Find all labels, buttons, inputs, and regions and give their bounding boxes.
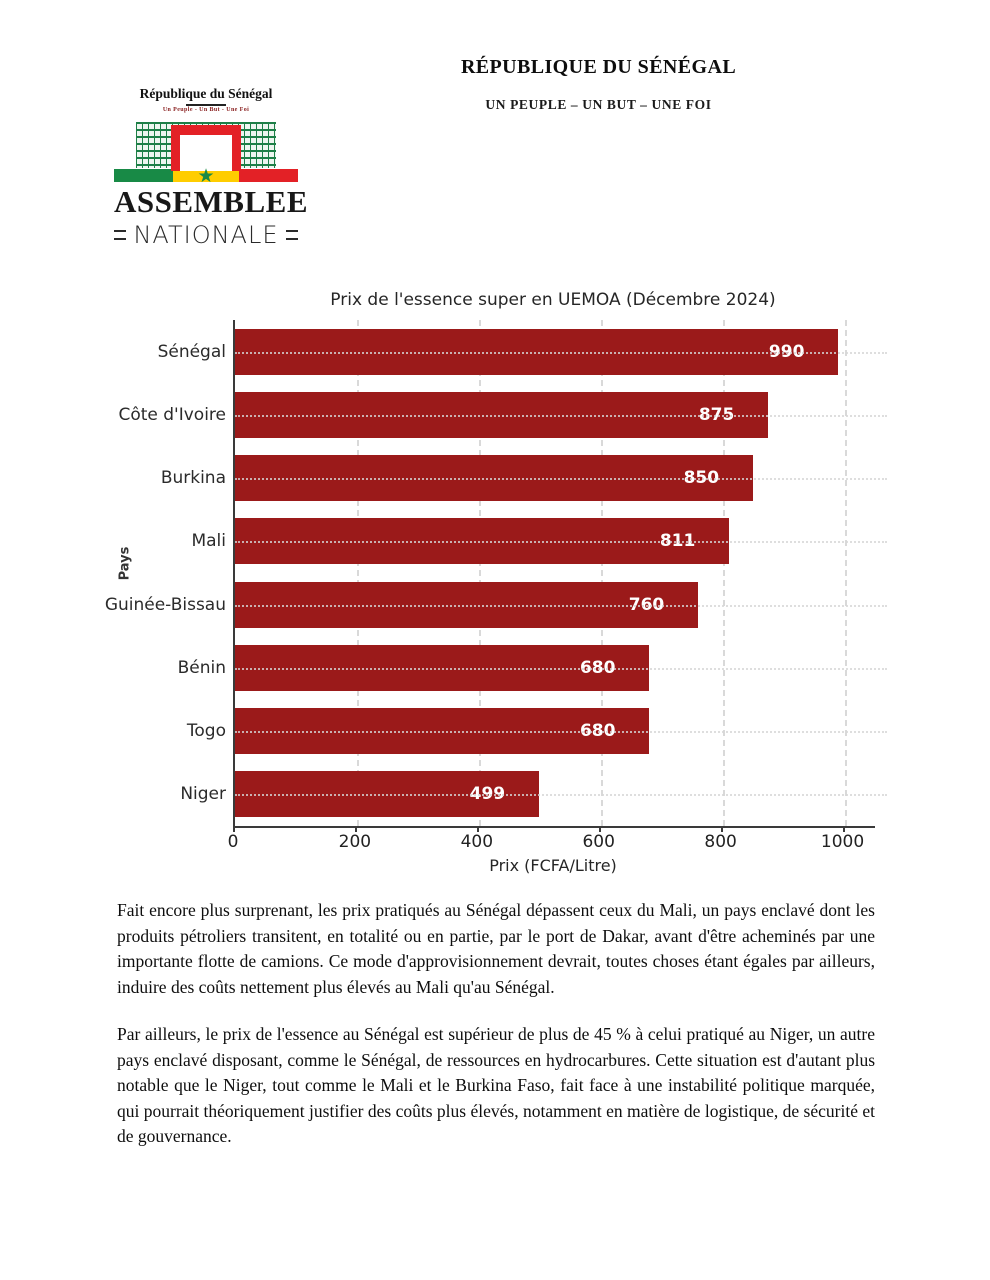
bar-value: 811 (659, 531, 696, 552)
letterhead (300, 56, 897, 113)
logo-assemblee-text: ASSEMBLEE (114, 184, 309, 219)
equals-mark-right (286, 230, 298, 240)
tick-label: 800 (704, 832, 737, 852)
logo-divider (186, 104, 226, 106)
chart-title: Prix de l'essence super en UEMOA (Décembre 2024) (330, 290, 776, 310)
horizontal-gridline (235, 541, 887, 543)
category-label: Côte d'Ivoire (118, 404, 226, 425)
x-axis-label: Prix (FCFA/Litre) (489, 856, 617, 875)
fuel-price-chart (104, 288, 900, 888)
category-label: Bénin (177, 657, 226, 678)
bar-value: 680 (579, 657, 616, 678)
bar-value: 499 (469, 784, 506, 805)
bar-value: 680 (579, 721, 616, 742)
flag-red (239, 169, 298, 182)
bar-row (186, 700, 875, 763)
logo-motto-text: Un Peuple - Un But - Une Foi (162, 107, 250, 113)
horizontal-gridline (235, 731, 887, 733)
logo-country-text: République du Sénégal (139, 86, 273, 101)
paragraph-niger-comparison: Par ailleurs, le prix de l'essence au Sénégal est supérieur de plus de 45 % à celui pratiqué au Niger, un autre pays enclavé disposant, comme le Sénégal, de ressources en hydrocarbures. Cette situation est d'autant plus notable que le Niger, tout comme le Mali et le Burkina Faso, fait face à une instabilité politique marquée, qui pourrait théoriquement justifier des coûts plus élevés, notamment en matière de logistique, de sécurité et de gouvernance. (117, 1024, 875, 1147)
logo-nationale-text: NATIONALE (133, 221, 279, 249)
category-label: Mali (191, 531, 226, 552)
logo-nationale-row (114, 221, 298, 249)
x-axis-ticks (227, 828, 873, 852)
bar-value: 850 (683, 468, 720, 489)
horizontal-gridline (235, 415, 887, 417)
assembly-building-icon (114, 116, 298, 187)
horizontal-gridline (235, 478, 887, 480)
y-axis-label: Pays (117, 546, 133, 581)
bar-row (104, 573, 875, 636)
category-label: Sénégal (157, 341, 226, 362)
bar-row (118, 383, 875, 446)
bar-row (157, 320, 875, 383)
category-label: Niger (180, 784, 226, 805)
tick-label: 600 (582, 832, 615, 852)
national-motto: UN PEUPLE – UN BUT – UNE FOI (485, 97, 712, 112)
paragraph-mali-comparison: Fait encore plus surprenant, les prix pratiqués au Sénégal dépassent ceux du Mali, un pays enclavé dont les produits pétroliers transitent, en totalité ou en partie, par le port de Dakar, avant d'être acheminés par une importante flotte de camions. Ce mode d'approvisionnement devrait, toutes choses étant égales par ailleurs, induire des coûts nettement plus élevés au Mali qu'au Sénégal. (117, 900, 875, 997)
category-label: Guinée-Bissau (104, 594, 226, 615)
horizontal-gridline (235, 352, 887, 354)
assembly-logo (114, 86, 309, 249)
page-title: RÉPUBLIQUE DU SÉNÉGAL (460, 56, 737, 78)
horizontal-gridline (235, 668, 887, 670)
bar-row (191, 510, 875, 573)
tick-label: 200 (338, 832, 372, 852)
bar-value: 875 (698, 404, 735, 425)
bar-row (160, 447, 875, 510)
flag-green (114, 169, 173, 182)
star-icon: ★ (197, 165, 215, 187)
horizontal-gridline (235, 605, 887, 607)
tick-label: 400 (460, 832, 494, 852)
bar-row (177, 636, 875, 699)
bar-row (180, 763, 875, 826)
tick-label: 1000 (820, 832, 865, 852)
tick-label: 0 (227, 832, 239, 852)
equals-mark-left (114, 230, 126, 240)
bar-value: 990 (768, 341, 805, 362)
category-label: Togo (186, 721, 226, 742)
bar-value: 760 (628, 594, 665, 615)
category-label: Burkina (160, 468, 226, 489)
horizontal-gridline (235, 794, 887, 796)
